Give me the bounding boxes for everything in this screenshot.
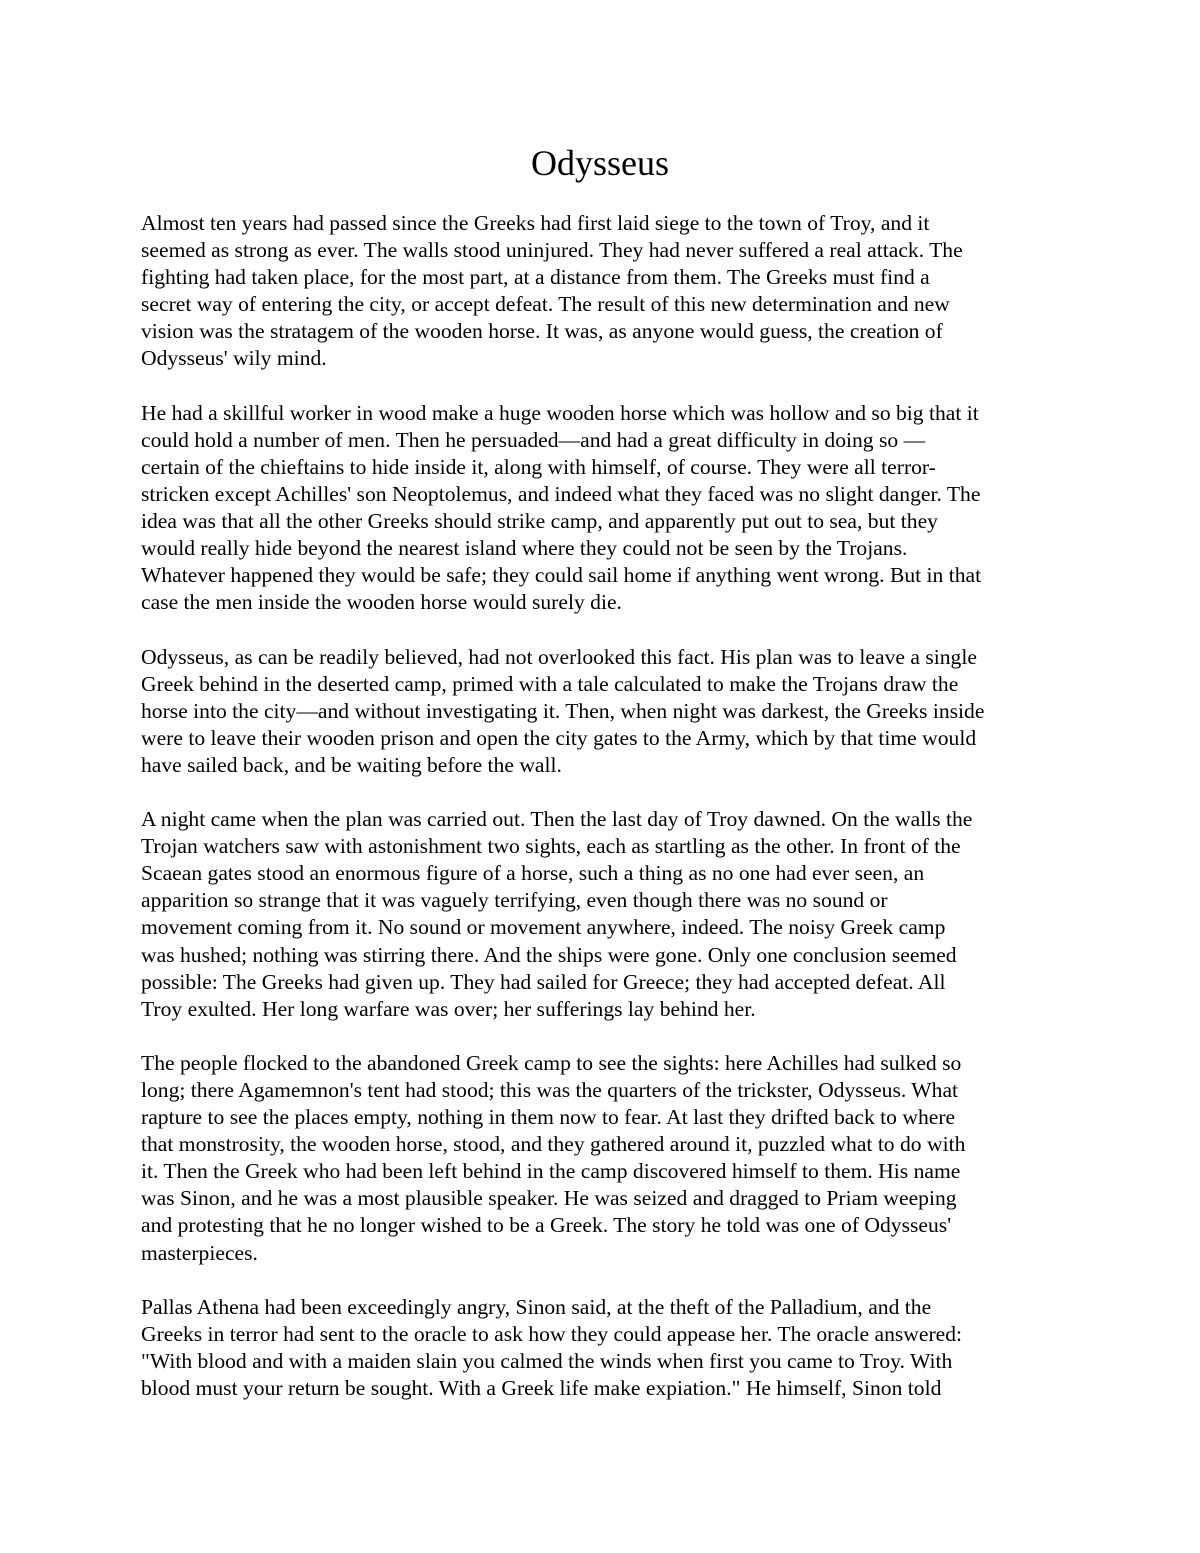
text-line: Trojan watchers saw with astonishment two sights, each as startling as the other. In front of the: [141, 834, 961, 859]
text-line: was Sinon, and he was a most plausible speaker. He was seized and dragged to Priam weeping: [141, 1186, 957, 1211]
text-line: Scaean gates stood an enormous figure of a horse, such a thing as no one had ever seen, an: [141, 861, 925, 886]
text-line: Odysseus' wily mind.: [141, 346, 327, 371]
paragraph-6: [141, 1294, 1081, 1402]
text-line: "With blood and with a maiden slain you calmed the winds when first you came to Troy. With: [141, 1348, 953, 1373]
text-line: case the men inside the wooden horse would surely die.: [141, 590, 622, 615]
text-line: A night came when the plan was carried out. Then the last day of Troy dawned. On the walls the: [141, 807, 973, 832]
text-line: fighting had taken place, for the most part, at a distance from them. The Greeks must find a: [141, 265, 930, 290]
text-line: vision was the stratagem of the wooden horse. It was, as anyone would guess, the creation of: [141, 319, 943, 344]
text-line: possible: The Greeks had given up. They had sailed for Greece; they had accepted defeat. All: [141, 969, 946, 994]
text-line: movement coming from it. No sound or movement anywhere, indeed. The noisy Greek camp: [141, 915, 946, 940]
paragraph-3: [141, 644, 1081, 779]
paragraph-2: [141, 400, 1081, 617]
text-line: and protesting that he no longer wished to be a Greek. The story he told was one of Odysseus': [141, 1213, 952, 1238]
text-line: Odysseus, as can be readily believed, had not overlooked this fact. His plan was to leave a single: [141, 644, 977, 669]
text-line: that monstrosity, the wooden horse, stood, and they gathered around it, puzzled what to do with: [141, 1132, 966, 1157]
text-line: The people flocked to the abandoned Greek camp to see the sights: here Achilles had sulked so: [141, 1050, 962, 1075]
text-line: were to leave their wooden prison and open the city gates to the Army, which by that time would: [141, 725, 977, 750]
text-line: long; there Agamemnon's tent had stood; this was the quarters of the trickster, Odysseus. What: [141, 1078, 959, 1102]
text-line: apparition so strange that it was vaguely terrifying, even though there was no sound or: [141, 888, 888, 913]
text-line: Greeks in terror had sent to the oracle to ask how they could appease her. The oracle answered:: [141, 1321, 963, 1346]
text-line: masterpieces.: [141, 1240, 258, 1265]
text-line: Greek behind in the deserted camp, primed with a tale calculated to make the Trojans draw the: [141, 671, 959, 696]
text-line: He had a skillful worker in wood make a huge wooden horse which was hollow and so big that it: [141, 400, 979, 425]
text-line: stricken except Achilles' son Neoptolemus, and indeed what they faced was no slight danger. The: [141, 481, 981, 506]
text-line: Troy exulted. Her long warfare was over; her sufferings lay behind her.: [141, 996, 756, 1021]
text-line: would really hide beyond the nearest island where they could not be seen by the Trojans.: [141, 536, 908, 561]
text-line: could hold a number of men. Then he persuaded—and had a great difficulty in doing so —: [141, 427, 926, 452]
paragraph-1: [141, 210, 1081, 373]
text-line: blood must your return be sought. With a Greek life make expiation." He himself, Sinon told: [141, 1376, 942, 1401]
text-line: certain of the chieftains to hide inside it, along with himself, of course. They were all terror-: [141, 454, 936, 479]
document-body: [141, 210, 1081, 1429]
document-title: Odysseus: [530, 143, 669, 183]
text-line: was hushed; nothing was stirring there. And the ships were gone. Only one conclusion seemed: [141, 942, 957, 967]
text-line: horse into the city—and without investigating it. Then, when night was darkest, the Greeks inside: [141, 698, 985, 723]
text-line: Pallas Athena had been exceedingly angry, Sinon said, at the theft of the Palladium, and the: [141, 1294, 932, 1319]
text-line: seemed as strong as ever. The walls stood uninjured. They had never suffered a real attack. The: [141, 238, 963, 263]
text-line: Whatever happened they would be safe; they could sail home if anything went wrong. But in that: [141, 563, 982, 588]
text-line: idea was that all the other Greeks should strike camp, and apparently put out to sea, but they: [141, 509, 938, 534]
text-line: have sailed back, and be waiting before the wall.: [141, 752, 562, 777]
paragraph-5: [141, 1050, 1081, 1267]
text-line: rapture to see the places empty, nothing in them now to fear. At last they drifted back to where: [141, 1105, 956, 1130]
text-line: secret way of entering the city, or accept defeat. The result of this new determination and new: [141, 292, 950, 317]
text-line: Almost ten years had passed since the Greeks had first laid siege to the town of Troy, and it: [141, 211, 930, 235]
paragraph-4: [141, 806, 1081, 1023]
text-line: it. Then the Greek who had been left behind in the camp discovered himself to them. His name: [141, 1159, 961, 1184]
